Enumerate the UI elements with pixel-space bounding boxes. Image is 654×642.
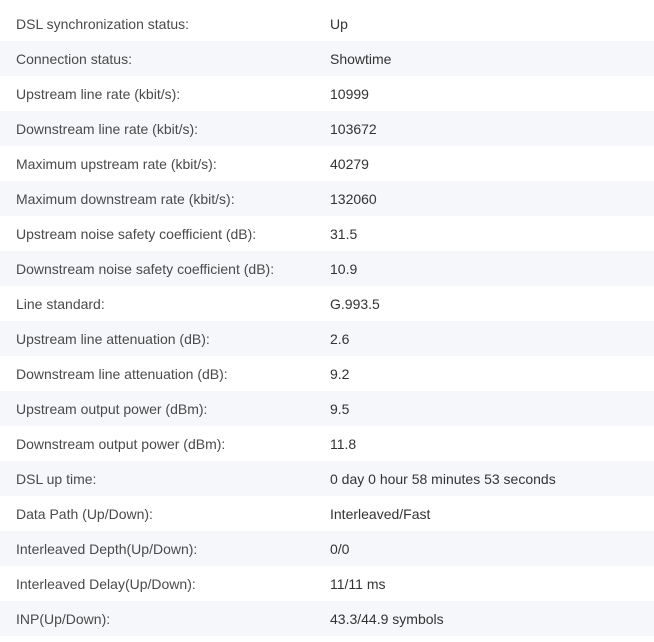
row-interleaved-delay bbox=[0, 566, 654, 601]
label-connection-status: Connection status: bbox=[16, 50, 132, 67]
value-upstream-output-power: 9.5 bbox=[330, 400, 350, 417]
row-interleaved-depth bbox=[0, 531, 654, 566]
label-data-path: Data Path (Up/Down): bbox=[16, 505, 153, 522]
label-upstream-line-rate: Upstream line rate (kbit/s): bbox=[16, 85, 181, 102]
row-max-downstream-rate bbox=[0, 181, 654, 216]
label-downstream-attenuation: Downstream line attenuation (dB): bbox=[16, 365, 228, 382]
row-downstream-line-rate bbox=[0, 111, 654, 146]
row-upstream-attenuation bbox=[0, 321, 654, 356]
label-max-downstream-rate: Maximum downstream rate (kbit/s): bbox=[16, 190, 235, 207]
value-max-downstream-rate: 132060 bbox=[330, 190, 377, 207]
label-line-standard: Line standard: bbox=[16, 295, 105, 312]
row-downstream-attenuation bbox=[0, 356, 654, 391]
value-inp: 43.3/44.9 symbols bbox=[330, 610, 444, 627]
row-upstream-noise-margin bbox=[0, 216, 654, 251]
label-dsl-sync-status: DSL synchronization status: bbox=[16, 15, 190, 32]
label-downstream-line-rate: Downstream line rate (kbit/s): bbox=[16, 120, 199, 137]
value-upstream-attenuation: 2.6 bbox=[330, 330, 350, 347]
value-data-path: Interleaved/Fast bbox=[330, 505, 431, 522]
value-upstream-line-rate: 10999 bbox=[330, 85, 369, 102]
value-dsl-sync-status: Up bbox=[330, 15, 348, 32]
row-inp bbox=[0, 601, 654, 636]
value-downstream-line-rate: 103672 bbox=[330, 120, 377, 137]
label-inp: INP(Up/Down): bbox=[16, 610, 111, 627]
value-dsl-up-time: 0 day 0 hour 58 minutes 53 seconds bbox=[330, 470, 556, 487]
label-interleaved-depth: Interleaved Depth(Up/Down): bbox=[16, 540, 198, 557]
row-downstream-output-power bbox=[0, 426, 654, 461]
label-upstream-attenuation: Upstream line attenuation (dB): bbox=[16, 330, 210, 347]
label-max-upstream-rate: Maximum upstream rate (kbit/s): bbox=[16, 155, 217, 172]
value-interleaved-delay: 11/11 ms bbox=[330, 575, 386, 592]
label-interleaved-delay: Interleaved Delay(Up/Down): bbox=[16, 575, 196, 592]
value-downstream-output-power: 11.8 bbox=[330, 435, 357, 452]
row-dsl-sync-status bbox=[0, 6, 654, 41]
label-upstream-noise-margin: Upstream noise safety coefficient (dB): bbox=[16, 225, 257, 242]
label-upstream-output-power: Upstream output power (dBm): bbox=[16, 400, 208, 417]
row-max-upstream-rate bbox=[0, 146, 654, 181]
label-downstream-output-power: Downstream output power (dBm): bbox=[16, 435, 226, 452]
label-downstream-noise-margin: Downstream noise safety coefficient (dB): bbox=[16, 260, 275, 277]
value-downstream-noise-margin: 10.9 bbox=[330, 260, 358, 277]
row-downstream-noise-margin bbox=[0, 251, 654, 286]
row-upstream-line-rate bbox=[0, 76, 654, 111]
row-upstream-output-power bbox=[0, 391, 654, 426]
value-max-upstream-rate: 40279 bbox=[330, 155, 369, 172]
value-line-standard: G.993.5 bbox=[330, 295, 380, 312]
value-interleaved-depth: 0/0 bbox=[330, 540, 350, 557]
row-connection-status bbox=[0, 41, 654, 76]
value-upstream-noise-margin: 31.5 bbox=[330, 225, 358, 242]
value-downstream-attenuation: 9.2 bbox=[330, 365, 350, 382]
label-dsl-up-time: DSL up time: bbox=[16, 470, 97, 487]
row-data-path bbox=[0, 496, 654, 531]
value-connection-status: Showtime bbox=[330, 50, 392, 67]
row-line-standard bbox=[0, 286, 654, 321]
row-dsl-up-time bbox=[0, 461, 654, 496]
